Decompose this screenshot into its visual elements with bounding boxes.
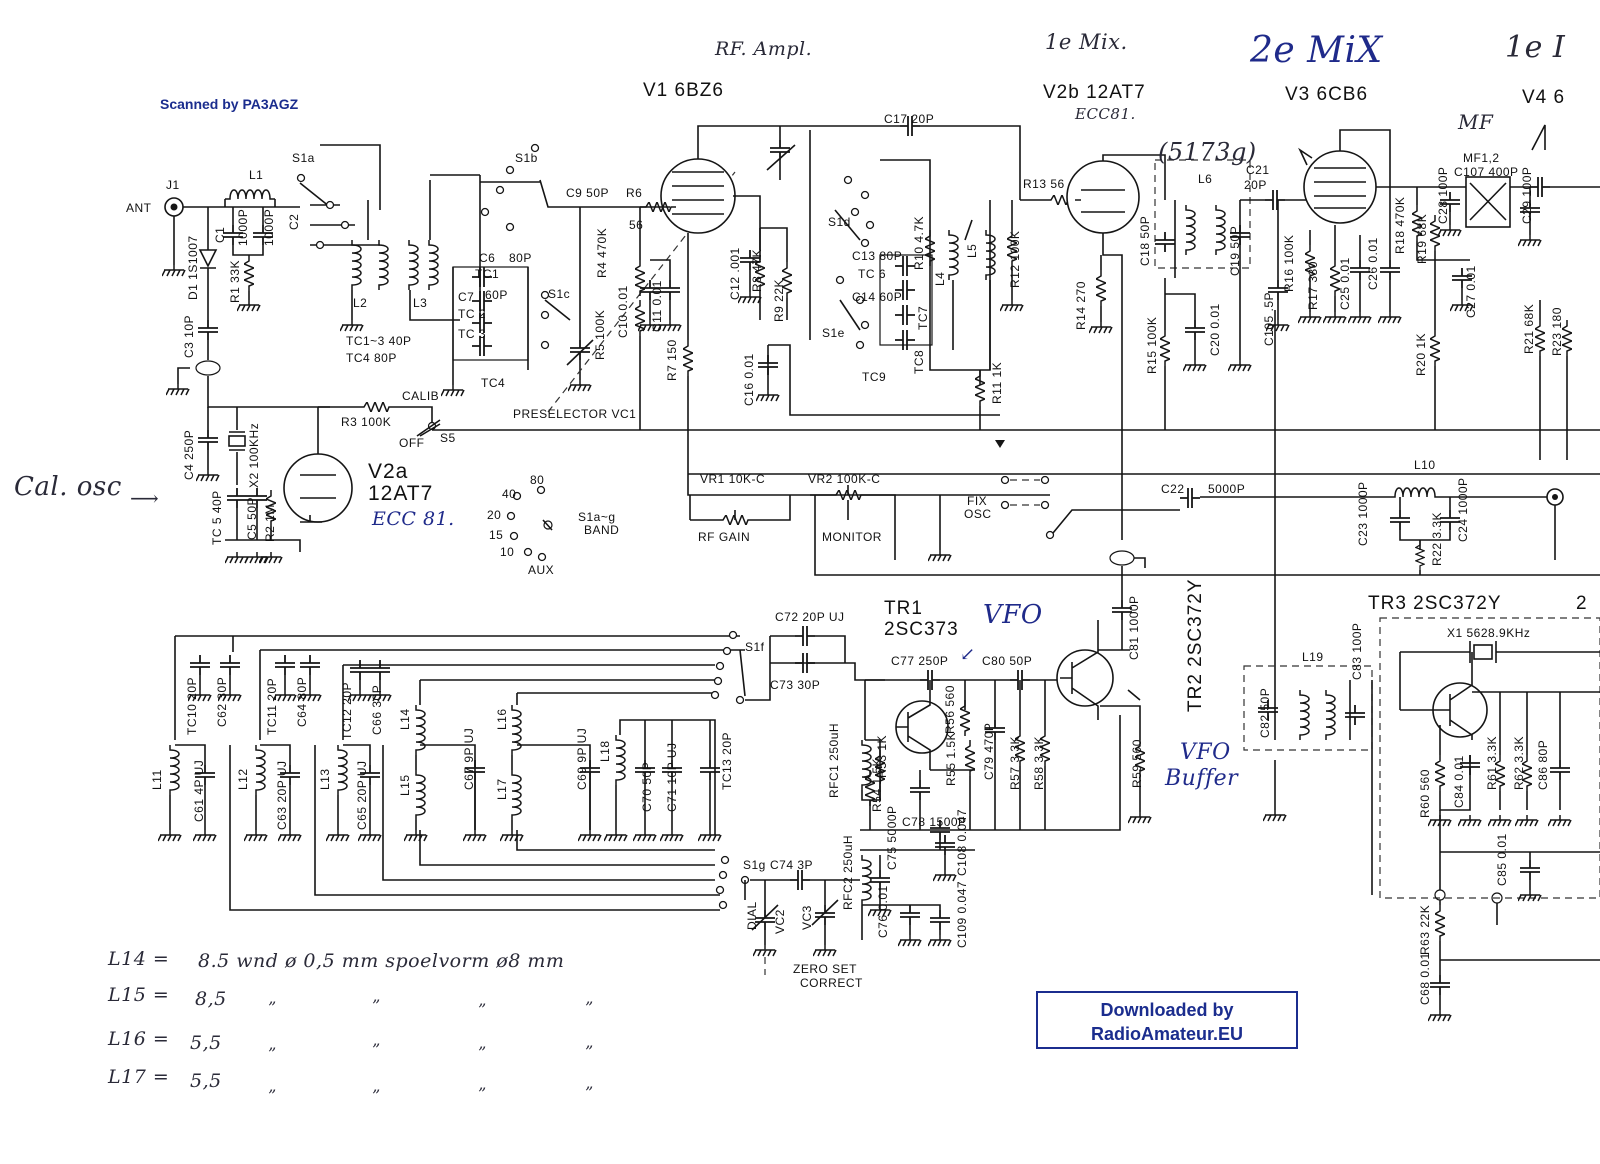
- label-l12: L12: [236, 768, 250, 790]
- label-s5: S5: [440, 431, 456, 445]
- tube-v2a-type: 12AT7: [368, 482, 434, 505]
- label-vc3: VC3: [800, 905, 814, 930]
- label-c22-value: 5000P: [1208, 482, 1246, 496]
- label-tc3: TC 3: [458, 327, 487, 341]
- ditto-mark: ”: [585, 1042, 594, 1061]
- label-s1f: S1f: [745, 640, 765, 654]
- watermark-line-2: RadioAmateur.EU: [1090, 1024, 1244, 1044]
- label-s1c: S1c: [548, 287, 571, 301]
- label-tc7: TC7: [916, 305, 930, 330]
- label-vr1: VR1 10K-C: [700, 472, 766, 486]
- label-dial: DIAL: [745, 901, 759, 930]
- ditto-mark: ”: [585, 998, 594, 1017]
- ditto-mark: ”: [372, 1040, 381, 1059]
- label-off: OFF: [399, 436, 425, 450]
- l6-transformer-section: [1155, 160, 1330, 670]
- note-vfo-buffer-1: VFO: [1180, 740, 1231, 765]
- label-c6: C6: [479, 251, 496, 265]
- label-c29: C29 100P: [1520, 166, 1534, 224]
- label-c2: C2: [287, 213, 301, 230]
- label-c23: C23 1000P: [1356, 481, 1370, 546]
- label-c61: C61 4P UJ: [192, 759, 206, 822]
- label-l13: L13: [318, 768, 332, 790]
- label-c21-value: 20P: [1244, 178, 1267, 192]
- tube-v3-label: V3 6CB6: [1285, 84, 1369, 105]
- label-c85: C85 0.01: [1495, 833, 1509, 886]
- label-c3: C3 10P: [182, 314, 196, 358]
- label-r11: R11 1K: [990, 361, 1004, 404]
- label-c75: C75 5000P: [885, 805, 899, 870]
- label-c25: C25 0.01: [1338, 257, 1352, 310]
- label-c17: C17 20P: [884, 112, 935, 126]
- label-zero-set-1: ZERO SET: [793, 962, 858, 976]
- label-c105: C105 .5P: [1262, 291, 1276, 346]
- label-tc-note-2: TC4 80P: [346, 351, 397, 365]
- label-c9: C9 50P: [566, 186, 610, 200]
- label-tc1: TC1: [475, 267, 500, 281]
- label-c13: C13 80P: [852, 249, 903, 263]
- ditto-mark: ”: [268, 998, 277, 1017]
- tr3-label: TR3 2SC372Y: [1368, 593, 1502, 614]
- tr3-suffix: 2: [1576, 593, 1588, 614]
- watermark-line-1: Downloaded by: [1100, 1000, 1234, 1020]
- label-c80: C80 50P: [982, 654, 1033, 668]
- label-c5: C5 50P: [245, 496, 259, 540]
- label-r23: R23 180: [1550, 307, 1564, 356]
- label-c74: C74 3P: [770, 858, 814, 872]
- label-c62: C62 30P: [215, 676, 229, 727]
- tr1-label: TR1: [884, 598, 923, 619]
- label-c66: C66 30P: [370, 684, 384, 735]
- label-c68: C68 0.01: [1418, 952, 1432, 1005]
- label-c19: C19 50P: [1228, 225, 1242, 276]
- label-l6: L6: [1198, 172, 1213, 186]
- tr2-label: TR2 2SC372Y: [1185, 578, 1206, 712]
- ditto-mark: ”: [478, 1084, 487, 1103]
- label-c73: C73 30P: [770, 678, 821, 692]
- note-ecc81-v2a: ECC 81.: [372, 508, 455, 530]
- label-c109: C109 0.047: [955, 880, 969, 948]
- label-c20: C20 0.01: [1208, 303, 1222, 356]
- label-r12: R12 100K: [1008, 230, 1022, 288]
- tr1-type: 2SC373: [884, 619, 959, 640]
- tube-v2a-label: V2a: [368, 460, 409, 483]
- label-r4: R4 470K: [595, 227, 609, 278]
- label-mf12: MF1,2: [1463, 151, 1500, 165]
- coil-note-l17-name: L17 =: [108, 1066, 170, 1088]
- label-vc2: VC2: [773, 909, 787, 934]
- label-c86: C86 80P: [1536, 739, 1550, 790]
- note-first-if: 1e I: [1505, 30, 1566, 65]
- scanned-by-credit: Scanned by PA3AGZ: [160, 96, 299, 112]
- label-r53: R53 1K: [875, 734, 889, 778]
- label-r5: R5 100K: [593, 309, 607, 360]
- coil-note-l16-name: L16 =: [108, 1028, 170, 1050]
- label-r63: R63 22K: [1418, 904, 1432, 955]
- note-first-mix: 1e Mix.: [1045, 30, 1128, 54]
- coil-note-l15-value: 8,5: [195, 988, 227, 1010]
- v2a-tube-symbol: [284, 402, 1600, 522]
- label-x2: X2 100KHz: [247, 422, 261, 488]
- label-c28: C28 100P: [1436, 166, 1450, 224]
- note-second-mix: 2e MiX: [1250, 30, 1383, 71]
- label-c7-value: 60P: [485, 288, 508, 302]
- label-tc13: TC13 20P: [720, 731, 734, 790]
- tube-v4-label: V4 6: [1522, 87, 1566, 108]
- label-band-aux: AUX: [528, 563, 555, 577]
- label-c26: C26 0.01: [1366, 237, 1380, 290]
- label-s1g: S1g: [743, 858, 766, 872]
- label-tc-note-1: TC1~3 40P: [346, 334, 412, 348]
- download-watermark: [1036, 991, 1298, 1049]
- label-tc8: TC8: [912, 349, 926, 374]
- v1-tube-symbol: [620, 116, 1020, 474]
- label-s1e: S1e: [822, 326, 845, 340]
- label-r22: R22 3.3K: [1430, 511, 1444, 566]
- coil-note-l16-value: 5,5: [190, 1032, 222, 1054]
- label-c107: C107 400P: [1454, 165, 1519, 179]
- label-r6-value: 56: [629, 218, 644, 232]
- note-ecc81-v2b: ECC81.: [1075, 105, 1136, 123]
- label-l14: L14: [398, 708, 412, 730]
- label-preselector: PRESELECTOR VC1: [513, 407, 637, 421]
- label-j1: J1: [166, 178, 180, 192]
- label-c7: C7: [458, 290, 475, 304]
- label-rfc1: RFC1 250uH: [827, 722, 841, 798]
- label-tc9: TC9: [862, 370, 887, 384]
- label-band-word: BAND: [584, 523, 620, 537]
- label-r2: R2 1M: [263, 504, 277, 542]
- label-c65: C65 20P UJ: [355, 760, 369, 830]
- label-r55: R55 1.5K: [944, 731, 958, 786]
- label-1000p-a: 1000P: [236, 208, 250, 246]
- note-vfo: VFO: [983, 600, 1043, 630]
- label-c6-value: 80P: [509, 251, 532, 265]
- label-l4: L4: [933, 271, 947, 286]
- label-r21: R21 68K: [1522, 303, 1536, 354]
- label-band-40: 40: [502, 487, 517, 501]
- label-c64: C64 80P: [295, 676, 309, 727]
- label-l3: L3: [413, 296, 428, 310]
- label-s1d: S1d: [828, 215, 851, 229]
- label-r20: R20 1K: [1414, 332, 1428, 376]
- label-band-15: 15: [489, 528, 504, 542]
- note-vfo-buffer-2: Buffer: [1165, 766, 1239, 791]
- label-l18: L18: [598, 740, 612, 762]
- label-r16: R16 100K: [1282, 234, 1296, 292]
- label-band-10: 10: [500, 545, 515, 559]
- label-c108: C108 0.047: [955, 808, 969, 876]
- label-r6: R6: [626, 186, 643, 200]
- label-l15: L15: [398, 774, 412, 796]
- label-c72: C72 20P UJ: [775, 610, 845, 624]
- label-r10: R10 4.7K: [912, 215, 926, 270]
- label-c4: C4 250P: [182, 429, 196, 480]
- ditto-mark: ”: [585, 1083, 594, 1102]
- label-c78: C78 1500P: [902, 815, 967, 829]
- label-c16: C16 0.01: [742, 353, 756, 406]
- label-r54: R54 1.5K: [870, 757, 884, 812]
- coil-note-l14-name: L14 =: [108, 948, 170, 970]
- coil-note-l14-value: 8.5 wnd ø 0,5 mm spoelvorm ø8 mm: [198, 950, 565, 972]
- coil-note-l17-value: 5,5: [190, 1070, 222, 1092]
- label-r18: R18 470K: [1393, 196, 1407, 254]
- label-x1: X1 5628.9KHz: [1447, 626, 1531, 640]
- ditto-mark: ”: [478, 1000, 487, 1019]
- label-c69: C69 9P UJ: [575, 727, 589, 790]
- label-c63: C63 20P UJ: [275, 760, 289, 830]
- label-s1a: S1a: [292, 151, 315, 165]
- label-d1: D1 1S1007: [186, 235, 200, 300]
- label-monitor: MONITOR: [822, 530, 882, 544]
- ditto-mark: ”: [268, 1044, 277, 1063]
- label-r56: R56 560: [943, 685, 957, 734]
- label-c21: C21: [1246, 163, 1270, 177]
- label-rf-gain: RF GAIN: [698, 530, 751, 544]
- label-c83: C83 100P: [1350, 622, 1364, 680]
- label-c77: C77 250P: [891, 654, 949, 668]
- label-tc4: TC4: [481, 376, 506, 390]
- label-l16: L16: [495, 708, 509, 730]
- label-rfc2: RFC2 250uH: [841, 834, 855, 910]
- tube-v1-label: V1 6BZ6: [643, 80, 724, 101]
- label-r7: R7 150: [665, 339, 679, 381]
- label-c22: C22: [1161, 482, 1185, 496]
- label-r3: R3 100K: [341, 415, 392, 429]
- label-c18: C18 50P: [1138, 215, 1152, 266]
- label-c71: C71 10P UJ: [665, 742, 679, 812]
- label-r15: R15 100K: [1145, 316, 1159, 374]
- label-r14: R14 270: [1074, 281, 1088, 330]
- label-r9: R9 22K: [772, 278, 786, 322]
- ditto-mark: ”: [372, 996, 381, 1015]
- label-c79: C79 470P: [982, 722, 996, 780]
- label-zero-set-2: CORRECT: [800, 976, 863, 990]
- label-c84: C84 0.01: [1452, 755, 1466, 808]
- label-r58: R58 3.3K: [1032, 735, 1046, 790]
- note-l6: (5173g): [1158, 138, 1257, 166]
- label-r19: R19 68K: [1415, 213, 1429, 264]
- label-ant: ANT: [126, 201, 152, 215]
- label-band-20: 20: [487, 508, 502, 522]
- coil-note-l15-name: L15 =: [108, 984, 170, 1006]
- label-c76: C76 0.01: [876, 885, 890, 938]
- label-r8: R8 47K: [750, 248, 764, 292]
- label-tc12: TC12 20P: [340, 681, 354, 740]
- label-c24: C24 1000P: [1456, 477, 1470, 542]
- label-tc2: TC 2: [458, 307, 487, 321]
- label-c14: C14 60P: [852, 290, 903, 304]
- label-l11: L11: [150, 769, 164, 790]
- label-band-80: 80: [530, 473, 545, 487]
- label-r57: R57 3.3K: [1008, 735, 1022, 790]
- label-tc5: TC 5 40P: [210, 490, 224, 545]
- label-l1: L1: [249, 168, 264, 182]
- label-band-switch: S1a~g: [578, 510, 616, 524]
- label-fix-osc-2: OSC: [964, 507, 992, 521]
- ditto-mark: ”: [372, 1086, 381, 1105]
- tr1-vfo-transistor: [860, 670, 1120, 946]
- label-c27: C27 0.01: [1464, 265, 1478, 318]
- label-l2: L2: [353, 296, 368, 310]
- label-r61: R61 3.3K: [1485, 735, 1499, 790]
- label-tc10: TC10 20P: [185, 676, 199, 735]
- label-r59: R59 560: [1130, 739, 1144, 788]
- label-c10: C10 0.01: [616, 285, 630, 338]
- label-r13: R13 56: [1023, 177, 1065, 191]
- label-tc6: TC 6: [858, 267, 887, 281]
- label-c1: C1: [213, 226, 227, 243]
- label-tc11: TC11 20P: [265, 677, 279, 735]
- label-l10: L10: [1414, 458, 1436, 472]
- note-cal-osc: Cal. osc: [14, 472, 122, 502]
- label-vr2: VR2 100K-C: [808, 472, 881, 486]
- label-l5: L5: [965, 243, 979, 258]
- ditto-mark: ”: [478, 1043, 487, 1062]
- label-r60: R60 560: [1418, 769, 1432, 818]
- label-c67: C67 9P UJ: [462, 727, 476, 790]
- label-c12: C12 .001: [728, 247, 742, 300]
- label-1000p-b: 1000P: [262, 208, 276, 246]
- label-r1: R1 33K: [228, 259, 242, 303]
- label-c82: C82 50P: [1258, 687, 1272, 738]
- label-c70: C70 50P: [640, 761, 654, 812]
- label-c11: C11 0.01: [650, 280, 664, 332]
- ditto-mark: ”: [268, 1086, 277, 1105]
- label-calib: CALIB: [402, 389, 440, 403]
- label-r17: R17 330: [1306, 261, 1320, 310]
- label-l19: L19: [1302, 650, 1324, 664]
- label-c81: C81 1000P: [1127, 595, 1141, 660]
- label-s1b: S1b: [515, 151, 538, 165]
- note-rf-ampl: RF. Ampl.: [715, 38, 813, 60]
- tube-v2b-label: V2b 12AT7: [1043, 82, 1146, 103]
- vfo-arrow: ↙: [960, 644, 976, 665]
- label-r62: R62 3.3K: [1512, 735, 1526, 790]
- label-fix-osc-1: FIX: [967, 494, 988, 508]
- label-l17: L17: [495, 778, 509, 800]
- note-mf: MF: [1458, 110, 1494, 134]
- arrow-cal-osc: ⟶: [130, 486, 160, 510]
